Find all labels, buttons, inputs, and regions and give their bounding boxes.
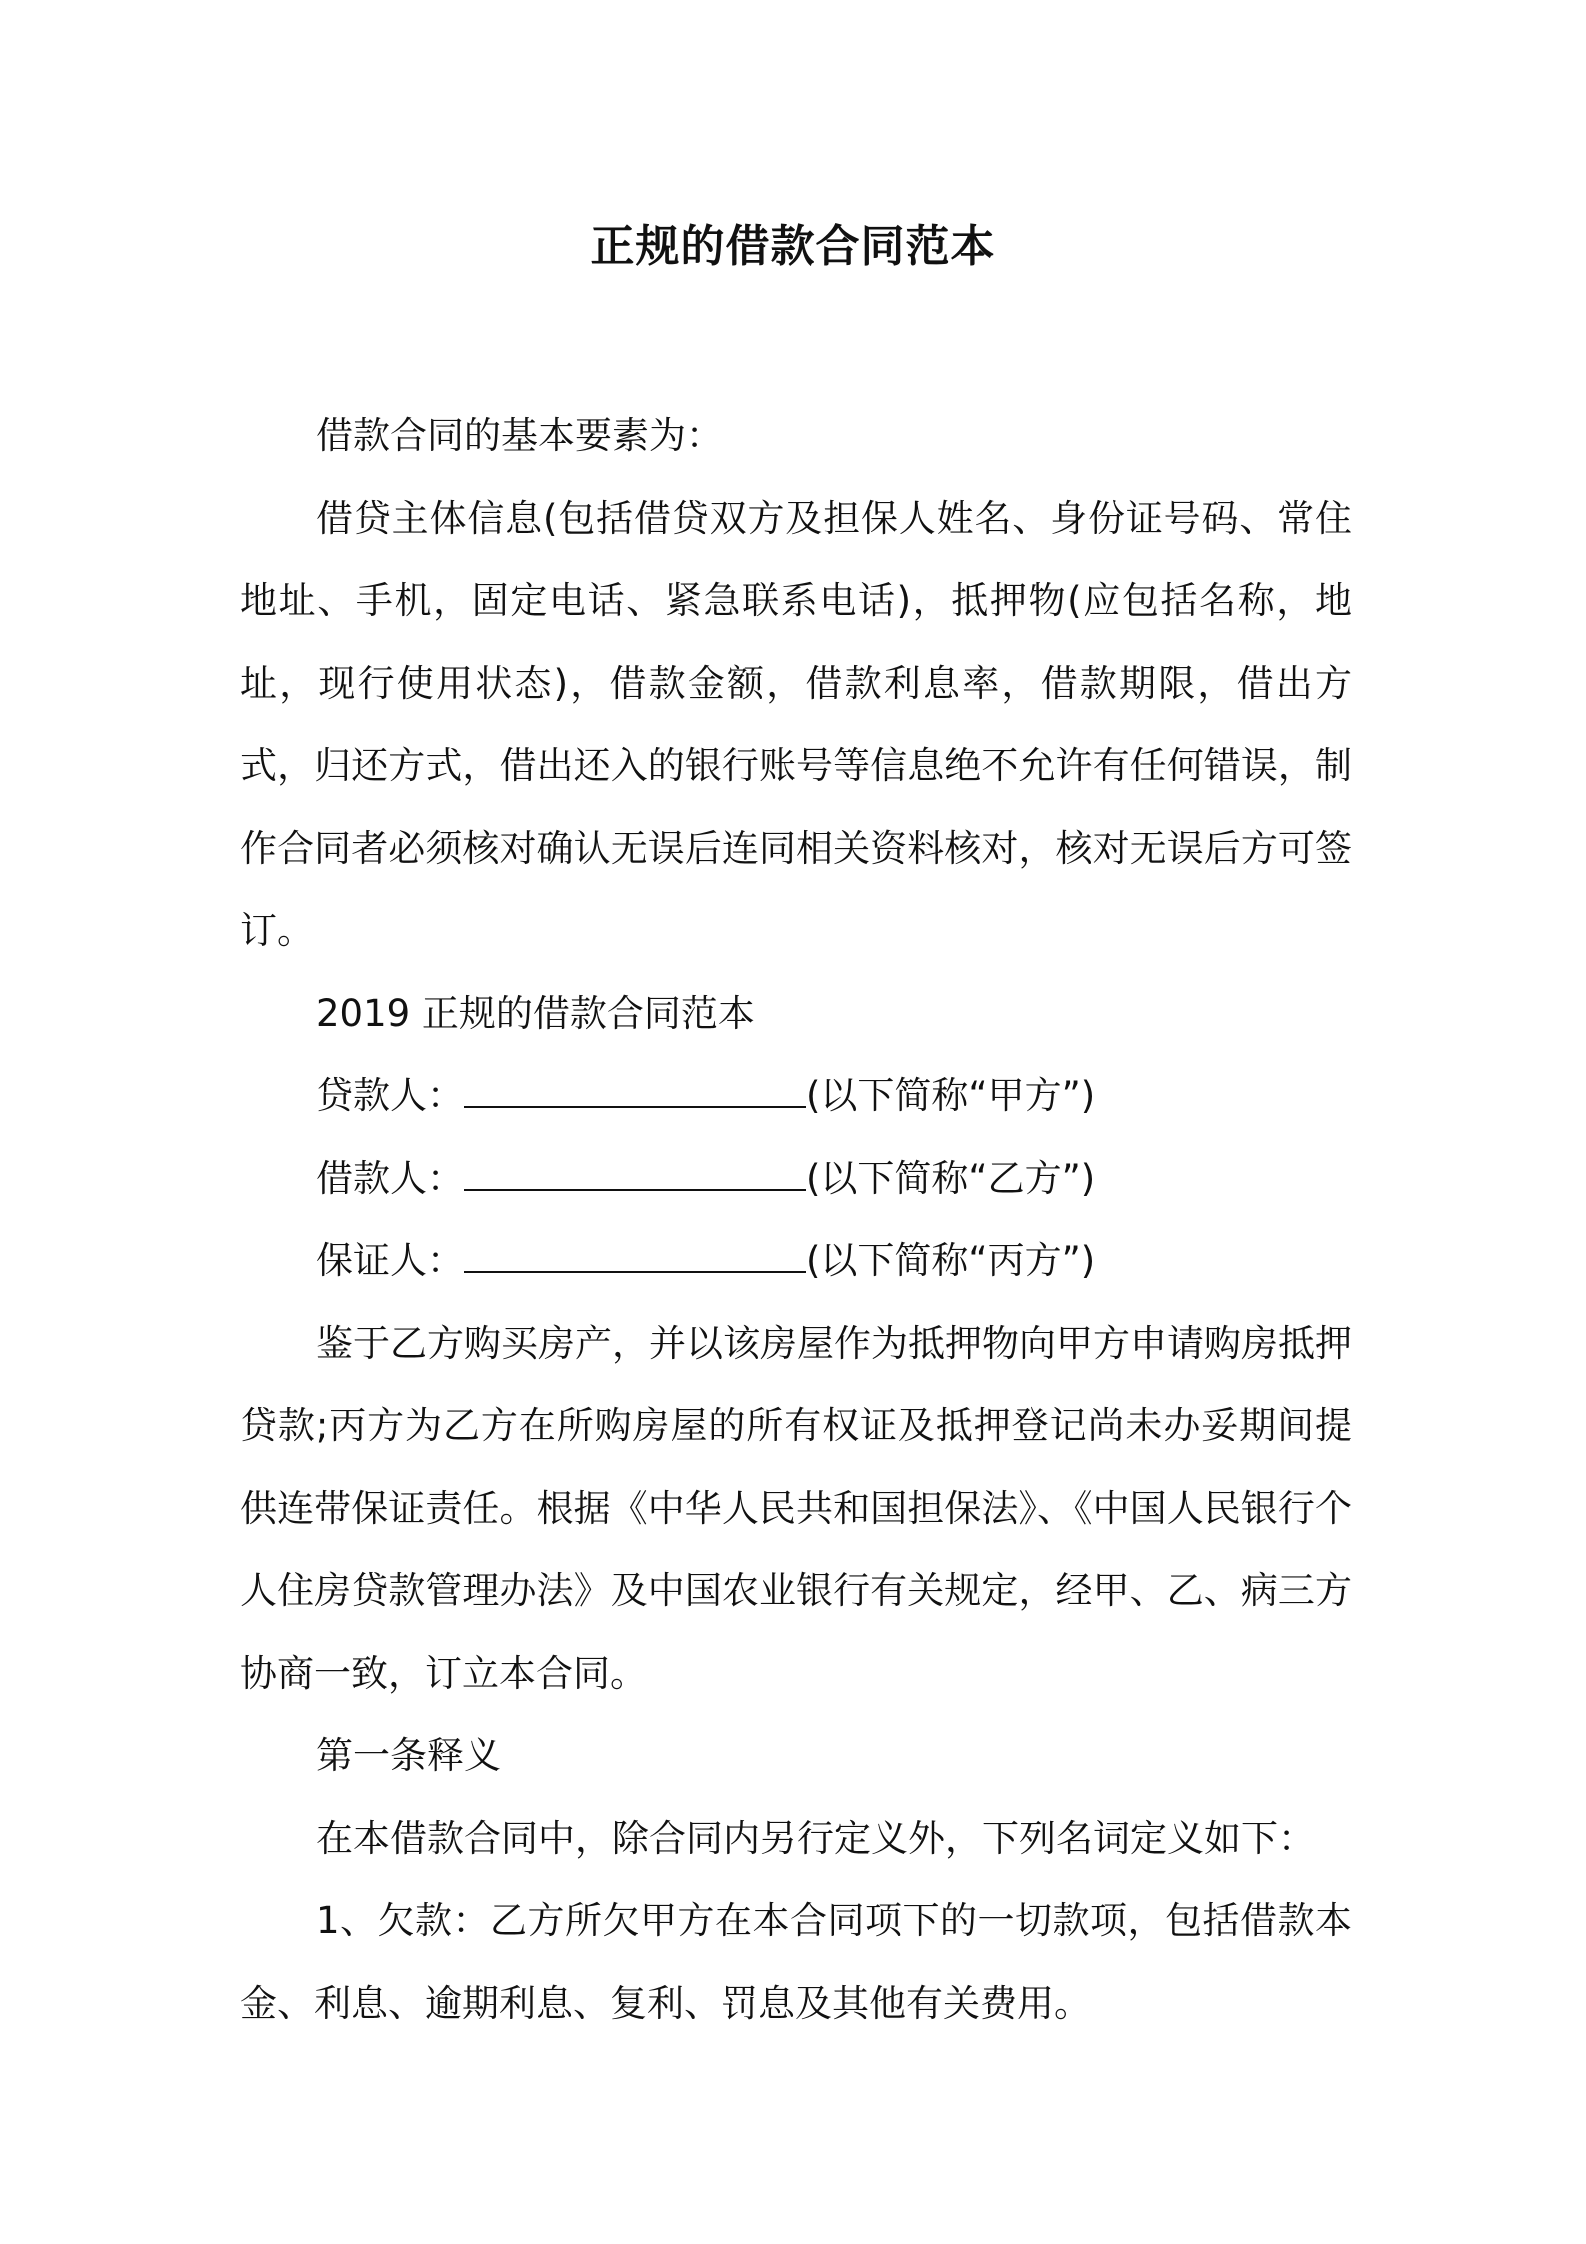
party-alias: (以下简称“甲方”)	[806, 1074, 1096, 1117]
document-body	[240, 395, 1352, 2045]
signature-blank	[464, 1241, 806, 1273]
party-line-lender	[240, 1055, 1352, 1138]
signature-blank	[464, 1076, 806, 1108]
intro-heading: 借款合同的基本要素为：	[316, 414, 723, 457]
party-line-borrower	[240, 1138, 1352, 1221]
article-1-title: 第一条释义	[316, 1734, 501, 1777]
party-role-label: 保证人：	[316, 1239, 464, 1282]
preamble-paragraph: 鉴于乙方购买房产，并以该房屋作为抵押物向甲方申请购房抵押贷款;丙方为乙方在所购房屋的所有权证及抵押登记尚未办妥期间提供连带保证责任。根据《中华人民共和国担保法》、《中国人民银行个人住房贷款管理办法》及中国农业银行有关规定，经甲、乙、病三方协商一致，订立本合同。	[240, 1321, 1352, 1695]
party-role-label: 贷款人：	[316, 1074, 464, 1117]
party-alias: (以下简称“乙方”)	[806, 1156, 1096, 1200]
party-role-label: 借款人：	[316, 1156, 464, 1200]
signature-blank	[464, 1159, 806, 1191]
article-1-intro: 在本借款合同中，除合同内另行定义外，下列名词定义如下：	[316, 1816, 1315, 1860]
intro-paragraph: 借贷主体信息(包括借贷双方及担保人姓名、身份证号码、常住地址、手机，固定电话、紧急联系电话)，抵押物(应包括名称，地址，现行使用状态)，借款金额，借款利息率，借款期限，借出方式，归还方式，借出还入的银行账号等信息绝不允许有任何错误，制作合同者必须核对确认无误后连同相关资料核对，核对无误后方可签订。	[240, 496, 1352, 952]
article-1-item-1: 1、欠款：乙方所欠甲方在本合同项下的一切款项，包括借款本金、利息、逾期利息、复利、罚息及其他有关费用。	[240, 1899, 1352, 2025]
party-alias: (以下简称“丙方”)	[806, 1239, 1096, 1282]
party-line-guarantor	[240, 1220, 1352, 1303]
document-title: 正规的借款合同范本	[590, 221, 996, 272]
sample-title: 2019 正规的借款合同范本	[316, 991, 755, 1035]
